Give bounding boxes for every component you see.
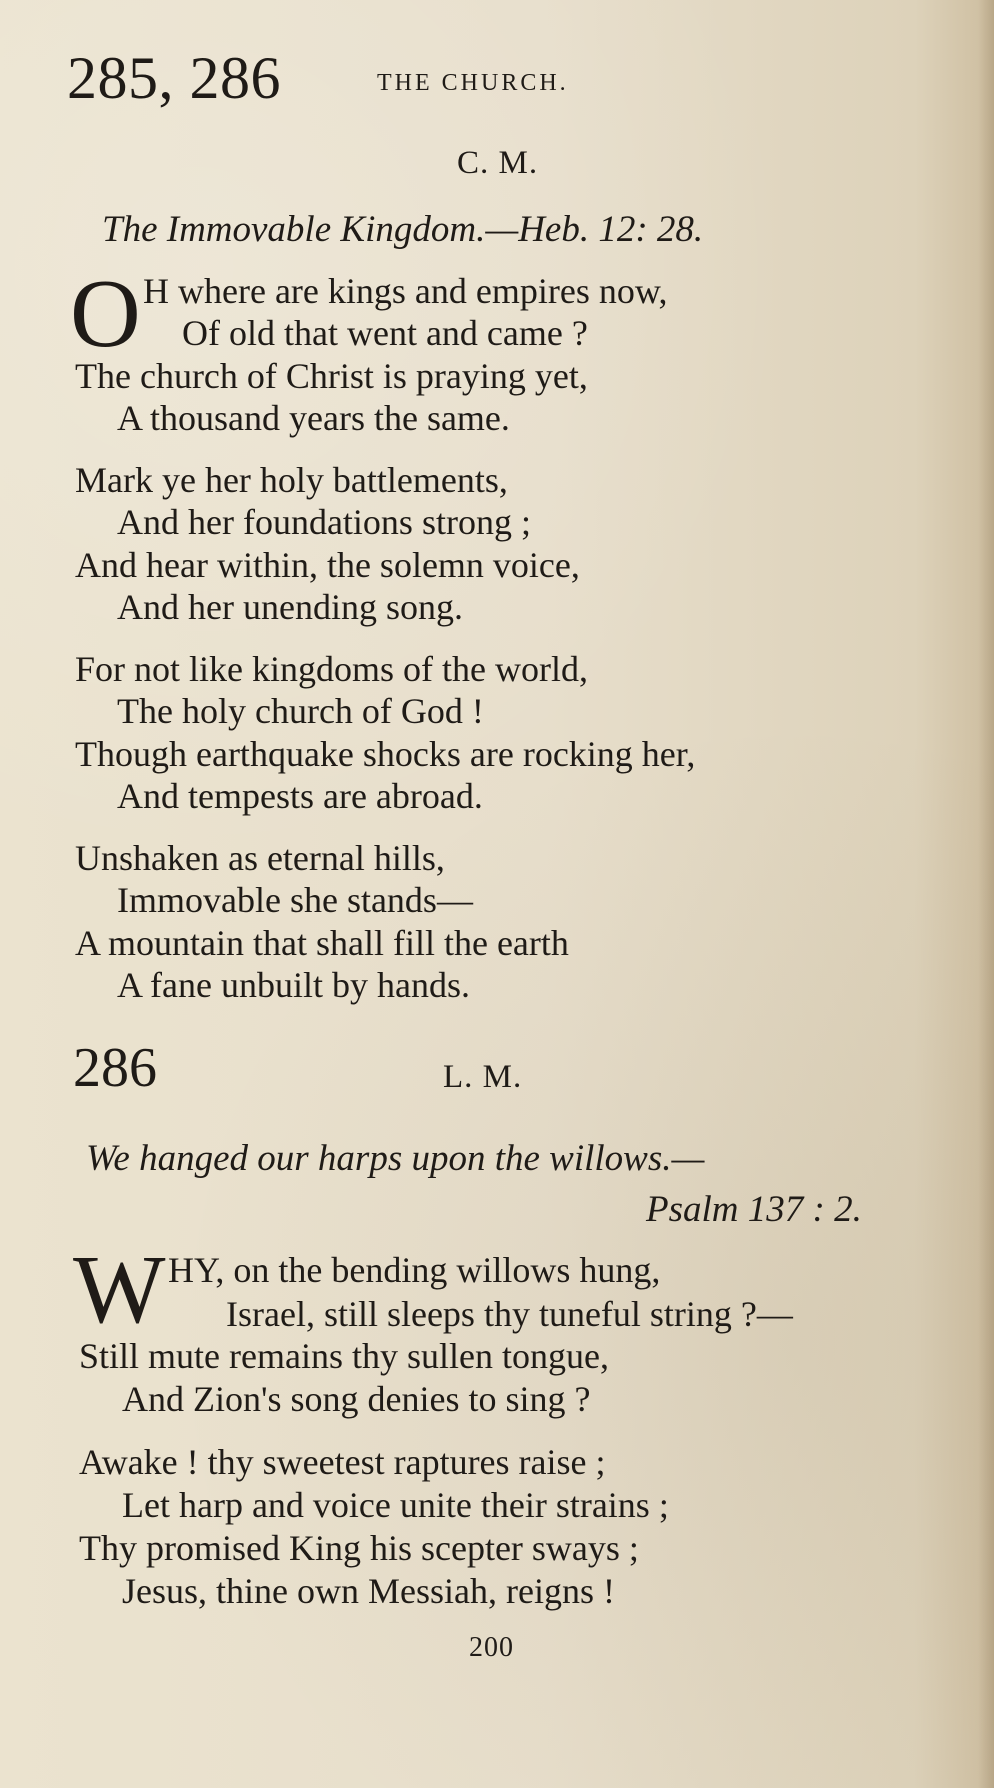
hymn-285-stanza-4-line-3: A mountain that shall fill the earth	[75, 923, 569, 963]
hymn-range-number: 285, 286	[67, 45, 281, 111]
hymn-285-drop-cap: O	[70, 260, 141, 368]
hymn-285-title: The Immovable Kingdom.—Heb. 12: 28.	[102, 209, 704, 250]
hymn-285-stanza-3-line-2: The holy church of God !	[117, 691, 484, 731]
hymn-285-stanza-4-line-2: Immovable she stands—	[117, 880, 473, 920]
page-number: 200	[469, 1632, 514, 1663]
hymn-286-stanza-1-line-2: Israel, still sleeps thy tuneful string ?—	[226, 1294, 793, 1334]
hymn-286-stanza-1-line-3: Still mute remains thy sullen tongue,	[79, 1336, 609, 1376]
hymn-285-stanza-2-line-2: And her foundations strong ;	[117, 502, 531, 542]
hymn-286-drop-cap: W	[73, 1236, 166, 1344]
hymn-285-stanza-2-line-1: Mark ye her holy battlements,	[75, 460, 508, 500]
page-header	[67, 45, 947, 118]
hymn-285-stanza-3-line-3: Though earthquake shocks are rocking her,	[75, 734, 696, 774]
hymn-285-stanza-1-line-3: The church of Christ is praying yet,	[75, 356, 588, 396]
hymn-285-stanza-4-line-1: Unshaken as eternal hills,	[75, 838, 445, 878]
running-head: THE CHURCH.	[377, 70, 569, 96]
hymn-286-title-line-1: We hanged our harps upon the willows.—	[86, 1138, 705, 1179]
hymn-285-stanza-3-line-4: And tempests are abroad.	[117, 776, 483, 816]
hymn-286-stanza-2-line-2: Let harp and voice unite their strains ;	[122, 1485, 669, 1525]
hymn-286-stanza-2-line-3: Thy promised King his scepter sways ;	[79, 1528, 639, 1568]
hymn-286-title-line-2: Psalm 137 : 2.	[646, 1189, 862, 1230]
hymn-286-stanza-1-line-4: And Zion's song denies to sing ?	[122, 1379, 591, 1419]
hymn-286-stanza-2-line-1: Awake ! thy sweetest raptures raise ;	[79, 1442, 606, 1482]
hymn-285-stanza-4-line-4: A fane unbuilt by hands.	[117, 965, 470, 1005]
hymn-285-meter: C. M.	[457, 145, 539, 181]
hymn-286-number: 286	[73, 1037, 157, 1099]
hymn-285-stanza-1-line-1: H where are kings and empires now,	[143, 271, 668, 311]
hymn-286-meter: L. M.	[443, 1059, 523, 1095]
hymn-286-stanza-2-line-4: Jesus, thine own Messiah, reigns !	[122, 1571, 615, 1611]
hymn-285-stanza-3-line-1: For not like kingdoms of the world,	[75, 649, 588, 689]
hymn-285-stanza-2-line-3: And hear within, the solemn voice,	[75, 545, 580, 585]
hymn-285-stanza-1-line-4: A thousand years the same.	[117, 398, 510, 438]
hymn-285-stanza-2-line-4: And her unending song.	[117, 587, 463, 627]
hymn-285-stanza-1-line-2: Of old that went and came ?	[182, 313, 588, 353]
hymn-286-stanza-1-line-1: HY, on the bending willows hung,	[168, 1250, 661, 1290]
page-edge-shadow	[978, 0, 994, 1788]
